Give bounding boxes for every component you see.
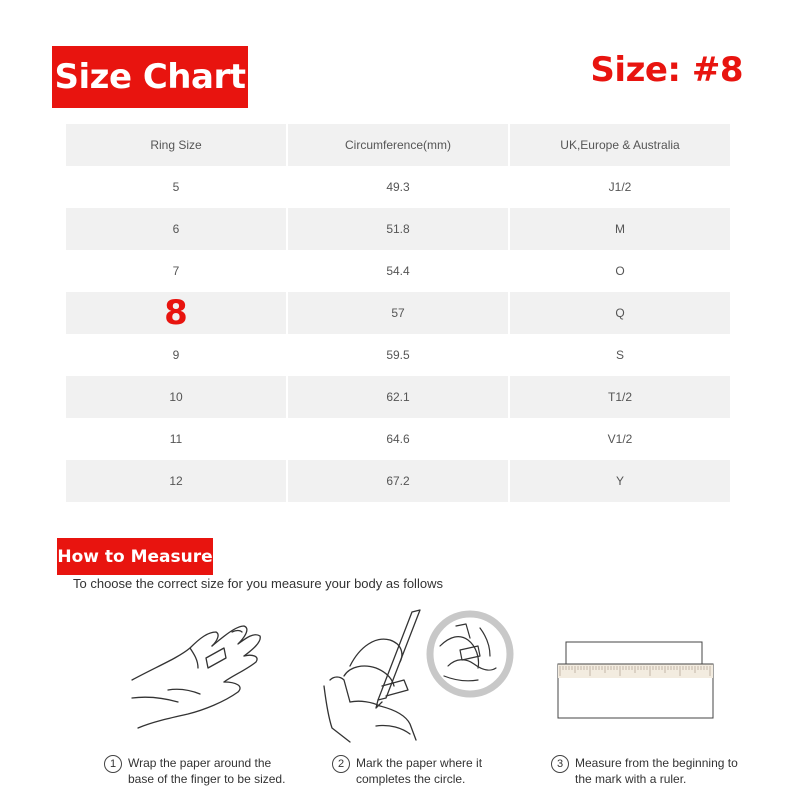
column-header-ring-size: Ring Size (66, 124, 286, 166)
step-number-2: 2 (332, 755, 350, 773)
step-text-1 (128, 755, 285, 787)
ring-size-cell: 8 (66, 292, 286, 334)
step-number-3: 3 (551, 755, 569, 773)
step-1-line-2: base of the finger to be sized. (128, 772, 286, 786)
column-header-uk-size: UK,Europe & Australia (510, 124, 730, 166)
step-3-line-1: Measure from the beginning to (575, 756, 738, 770)
step-2-line-1: Mark the paper where it (356, 756, 483, 770)
how-to-step-1 (104, 755, 285, 787)
circumference-cell: 62.1 (288, 376, 508, 418)
step-number-1: 1 (104, 755, 122, 773)
ruler-illustration (555, 640, 717, 722)
ring-size-cell: 7 (172, 264, 180, 278)
size-chart-title: Size Chart (52, 46, 248, 108)
step-1-line-1: Wrap the paper around the (128, 756, 272, 770)
table-row (66, 208, 730, 250)
uk-size-cell: O (615, 264, 625, 278)
uk-size-cell: V1/2 (607, 432, 633, 446)
ring-size-cell: 9 (172, 348, 180, 362)
table-row (66, 166, 730, 208)
ring-size-cell: 5 (172, 180, 180, 194)
selected-size-label: Size: #8 (590, 50, 743, 90)
table-row (66, 334, 730, 376)
table-row (66, 418, 730, 460)
how-to-measure-subtitle: To choose the correct size for you measure your body as follows (73, 576, 443, 591)
ring-size-cell: 10 (66, 376, 286, 418)
step-text-3 (575, 755, 738, 787)
uk-size-cell: T1/2 (510, 376, 730, 418)
step-3-line-2: the mark with a ruler. (575, 772, 687, 786)
table-header-row (66, 124, 730, 166)
how-to-step-2 (332, 755, 482, 787)
uk-size-cell: S (615, 348, 624, 362)
how-to-measure-title: How to Measure (57, 538, 213, 575)
ring-size-cell: 11 (169, 432, 183, 446)
hand-mark-illustration (320, 606, 515, 746)
uk-size-cell: M (510, 208, 730, 250)
step-text-2 (356, 755, 482, 787)
circumference-cell: 57 (288, 292, 508, 334)
table-row (66, 460, 730, 502)
step-2-line-2: completes the circle. (356, 772, 466, 786)
circumference-cell: 64.6 (386, 432, 410, 446)
table-row (66, 376, 730, 418)
column-header-circumference: Circumference(mm) (288, 124, 508, 166)
circumference-cell: 67.2 (288, 460, 508, 502)
how-to-step-3 (551, 755, 738, 787)
circumference-cell: 59.5 (386, 348, 410, 362)
circumference-cell: 49.3 (386, 180, 410, 194)
uk-size-cell: Q (510, 292, 730, 334)
table-row (66, 292, 730, 334)
circumference-cell: 51.8 (288, 208, 508, 250)
ring-size-cell: 6 (66, 208, 286, 250)
table-row (66, 250, 730, 292)
uk-size-cell: Y (510, 460, 730, 502)
circumference-cell: 54.4 (386, 264, 410, 278)
uk-size-cell: J1/2 (608, 180, 632, 194)
hand-wrap-illustration (128, 618, 268, 748)
ring-size-cell: 12 (66, 460, 286, 502)
size-table (64, 124, 732, 502)
